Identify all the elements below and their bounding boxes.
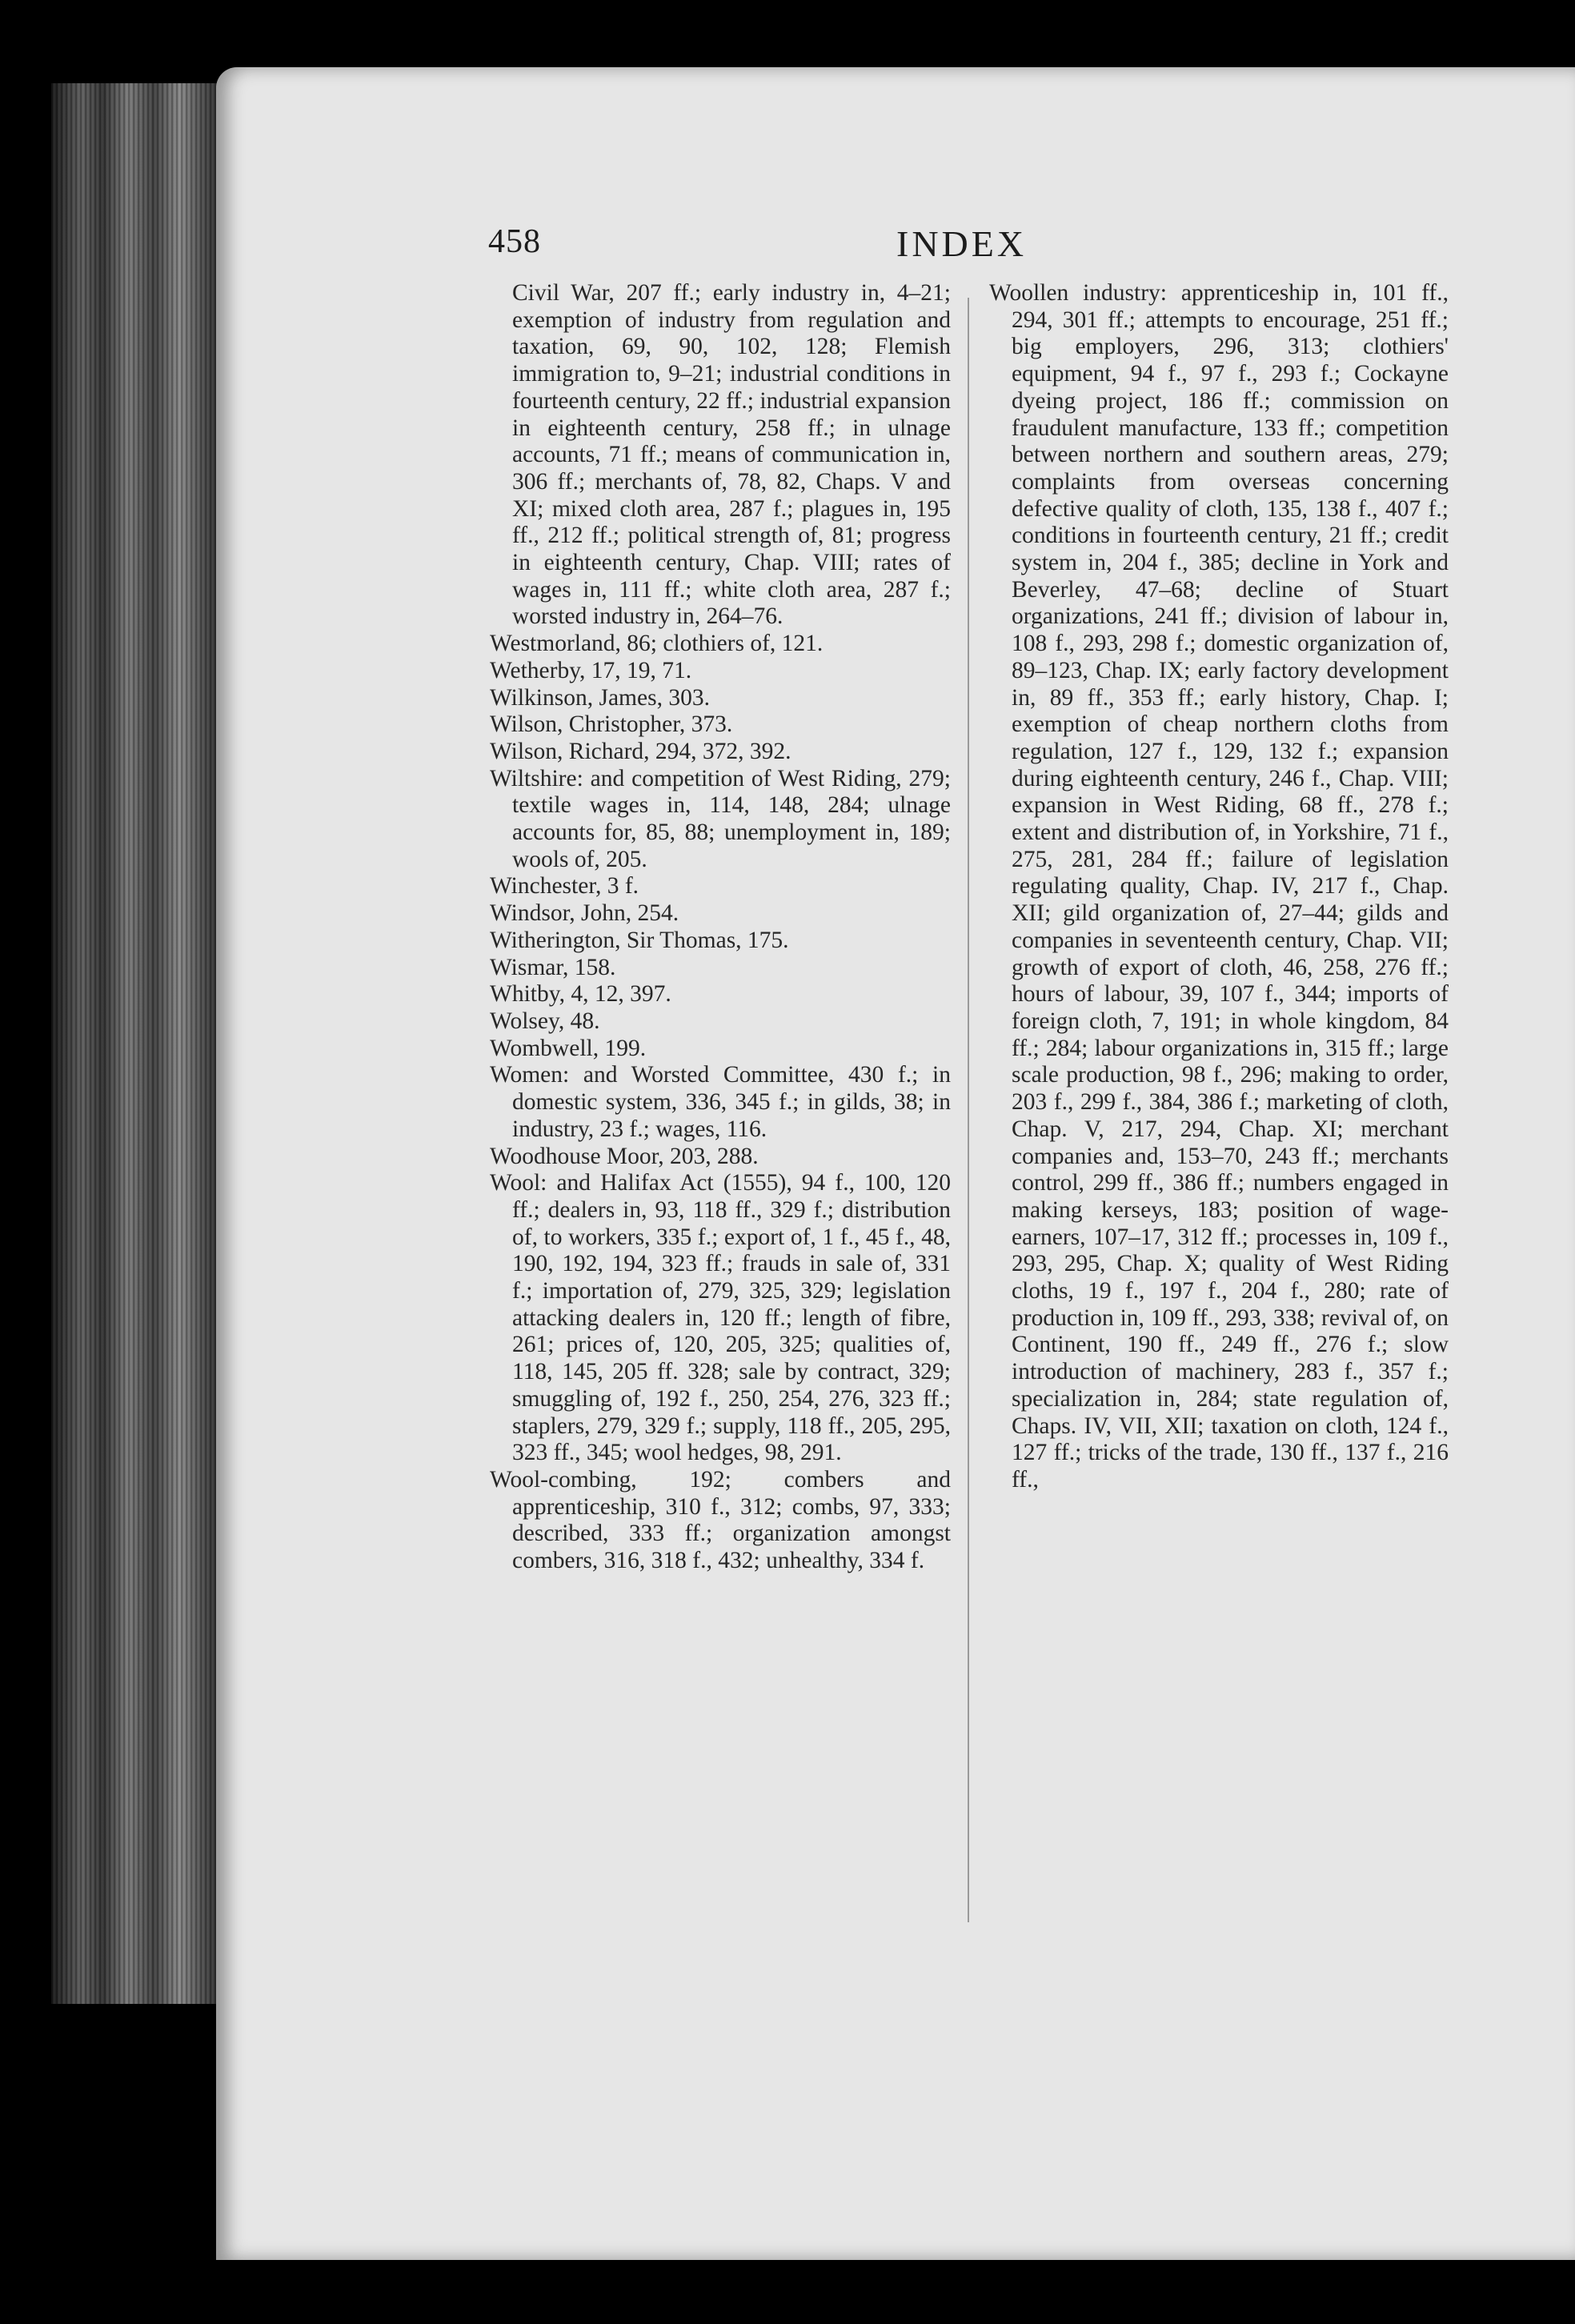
index-column-left [490, 280, 951, 1575]
index-entry: Wilkinson, James, 303. [490, 684, 710, 711]
index-entry: Westmorland, 86; clothiers of, 121. [490, 631, 824, 657]
index-entry: Winchester, 3 f. [490, 873, 639, 900]
index-entry: Wolsey, 48. [490, 1008, 600, 1034]
index-entry: Windsor, John, 254. [490, 900, 679, 927]
page-header [488, 222, 1449, 270]
book-spine [51, 83, 222, 2004]
index-entry: Wool-combing, 192; combers and apprenticeship, 310 f., 312; combs, 97, 333; described, 333 ff.; organization amongst combers, 316, 318 f., 432; unhealthy, 334 f. [490, 1466, 951, 1574]
index-entry: Woollen industry: apprenticeship in, 101 ff., 294, 301 ff.; attempts to encourage, 251 ff.; big employers, 296, 313; clothiers' equipment, 94 f., 97 f., 293 f.; Cockayne dyeing project, 186 ff.; commission on fraudulent manufacture, 133 ff.; competition between northern and southern areas, 279; complaints from overseas concerning defective quality of cloth, 135, 138 f., 407 f.; conditions in fourteenth century, 21 ff.; credit system in, 204 f., 385; decline in York and Beverley, 47–68; decline of Stuart organizations, 241 ff.; division of labour in, 108 f., 293, 298 f.; domestic organization of, 89–123, Chap. IX; early factory development in, 89 ff., 353 ff.; early history, Chap. I; exemption of cheap northern cloths from regulation, 127 f., 129, 132 f.; expansion during eighteenth century, 246 f., Chap. VIII; expansion in West Riding, 68 ff., 278 f.; extent and distribution of, in Yorkshire, 71 f., 275, 281, 284 ff.; failure of legislation regulating quality, Chap. IV, 217 f., Chap. XII; gild organization of, 27–44; gilds and companies in seventeenth century, Chap. VII; growth of export of cloth, 46, 258, 276 ff.; hours of labour, 39, 107 f., 344; imports of foreign cloth, 7, 191; in whole kingdom, 84 ff.; 284; labour organizations in, 315 ff.; large scale production, 98 f., 296; making to order, 203 f., 299 f., 384, 386 f.; marketing of cloth, Chap. V, 217, 294, Chap. XI; merchant companies and, 153–70, 243 ff.; merchants control, 299 ff., 386 ff.; numbers engaged in making kerseys, 183; position of wage-earners, 107–17, 312 ff.; processes in, 109 f., 293, 295, Chap. X; quality of West Riding cloths, 19 f., 197 f., 204 f., 280; rate of production in, 109 ff., 293, 338; revival of, on Continent, 190 ff., 249 ff., 276 f.; slow introduction of machinery, 283 f., 357 f.; specialization in, 284; state regulation of, Chaps. IV, VII, XII; taxation on cloth, 124 f., 127 ff.; tricks of the trade, 130 ff., 137 f., 216 ff., [989, 280, 1449, 1493]
index-entry: Wombwell, 199. [490, 1035, 647, 1061]
column-divider [968, 298, 969, 1922]
page-number: 458 [488, 223, 541, 260]
index-entry: Wiltshire: and competition of West Riding, 279; textile wages in, 114, 148, 284; ulnage accounts for, 85, 88; unemployment in, 189; wools of, 205. [490, 765, 951, 872]
index-entry: Wool: and Halifax Act (1555), 94 f., 100, 120 ff.; dealers in, 93, 118 ff., 329 f.; distribution of, to workers, 335 f.; export of, 1 f., 45 f., 48, 190, 192, 194, 323 ff.; frauds in sale of, 331 f.; importation of, 279, 325, 329; legislation attacking dealers in, 120 ff.; length of fibre, 261; prices of, 120, 205, 325; qualities of, 118, 145, 205 ff. 328; sale by contract, 329; smuggling of, 192 f., 250, 254, 276, 323 ff.; staplers, 279, 329 f.; supply, 118 ff., 205, 295, 323 ff., 345; wool hedges, 98, 291. [490, 1170, 951, 1466]
index-entry: Witherington, Sir Thomas, 175. [490, 927, 789, 953]
index-entry: Wismar, 158. [490, 954, 616, 980]
index-entry: Wetherby, 17, 19, 71. [490, 657, 692, 683]
index-entry: Wilson, Christopher, 373. [490, 711, 733, 738]
index-entry: Whitby, 4, 12, 397. [490, 981, 671, 1008]
index-entry: Wilson, Richard, 294, 372, 392. [490, 738, 792, 764]
index-entry: Women: and Worsted Committee, 430 f.; in domestic system, 336, 345 f.; in gilds, 38; in industry, 23 f.; wages, 116. [490, 1062, 951, 1142]
index-entry: Woodhouse Moor, 203, 288. [490, 1143, 759, 1169]
index-column-right [989, 280, 1449, 1494]
index-entry: Civil War, 207 ff.; early industry in, 4–21; exemption of industry from regulation and taxation, 69, 90, 102, 128; Flemish immigration to, 9–21; industrial conditions in fourteenth century, 22 ff.; industrial expansion in eighteenth century, 258 ff.; in ulnage accounts, 71 ff.; means of communication in, 306 ff.; merchants of, 78, 82, Chaps. V and XI; mixed cloth area, 287 f.; plagues in, 195 ff., 212 ff.; political strength of, 81; progress in eighteenth century, Chap. VIII; rates of wages in, 111 ff.; white cloth area, 287 f.; worsted industry in, 264–76. [512, 280, 951, 630]
running-head: INDEX [896, 223, 1028, 264]
